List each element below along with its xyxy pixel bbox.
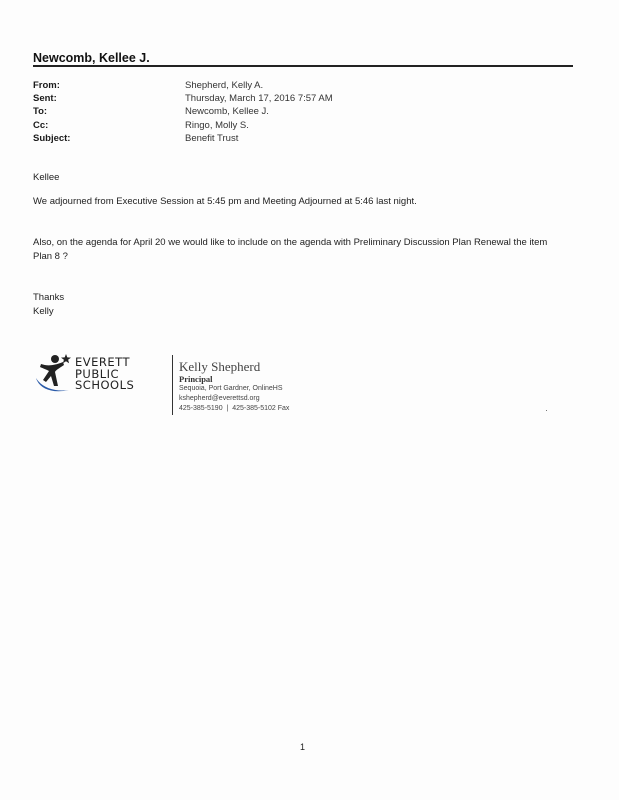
sent-value: Thursday, March 17, 2016 7:57 AM [185,93,333,105]
header-row-sent [33,92,453,105]
header-row-cc [33,119,453,132]
signature-schools: Sequoia, Port Gardner, OnlineHS [179,385,283,392]
signature-phones [179,404,379,414]
everett-public-schools-logo-icon [33,352,73,398]
closing-thanks: Thanks [33,292,65,303]
email-paragraph-2: Also, on the agenda for April 20 we would like to include on the agenda with Preliminary Discussion Plan Renewal the item Plan 8 ? [33,237,548,262]
signature-contact-block [179,359,379,414]
header-row-subject [33,132,453,145]
school-name-line-3: SCHOOLS [75,378,135,392]
signature-phone: 425-385-5190 [179,405,223,412]
email-signature [33,352,353,422]
signature-divider [172,355,173,415]
signature-title: Principal [179,374,213,384]
scan-speck [546,410,547,411]
closing-signoff: Kelly [33,305,54,317]
email-closing [33,291,64,318]
from-label: From: [33,80,60,91]
email-greeting: Kellee [33,172,60,183]
mailbox-owner-name: Newcomb, Kellee J. [33,51,150,65]
subject-label: Subject: [33,132,71,144]
signature-fax: 425-385-5102 Fax [232,405,290,412]
sent-label: Sent: [33,93,57,105]
school-name [75,357,134,392]
cc-value: Ringo, Molly S. [185,119,249,131]
signature-separator: | [226,405,229,412]
header-row-to [33,105,453,118]
school-name-line-2: PUBLIC [75,366,120,381]
from-value: Shepherd, Kelly A. [185,80,264,91]
school-name-line-1: EVERETT [75,355,131,369]
email-paragraph-1: We adjourned from Executive Session at 5:45 pm and Meeting Adjourned at 5:46 last night. [33,196,417,207]
page-number: 1 [300,742,306,752]
cc-label: Cc: [33,119,49,131]
email-header [33,79,453,145]
signature-name: Kelly Shepherd [179,359,261,374]
header-rule [33,65,573,67]
header-row-from [33,79,453,92]
to-label: To: [33,106,48,118]
subject-value: Benefit Trust [185,132,239,144]
signature-email: kshepherd@everettsd.org [179,395,260,402]
to-value: Newcomb, Kellee J. [185,106,269,118]
